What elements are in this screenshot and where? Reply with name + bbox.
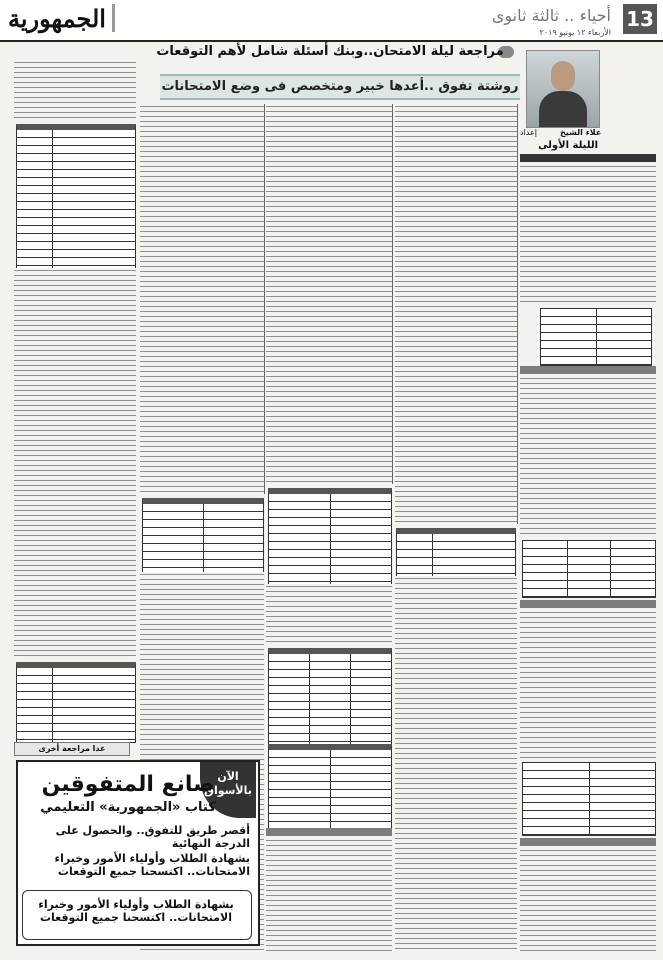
chevron-icon bbox=[112, 4, 129, 32]
ad-badge: الآن بالأسواق bbox=[200, 762, 256, 818]
article-headline: مراجعة ليلة الامتحان..وبنك أسئلة شامل لأهم التوقعات bbox=[156, 44, 504, 59]
author-photo bbox=[526, 50, 600, 128]
ad-bullet-1: أقصر طريق للتفوق.. والحصول على الدرجة النهائية bbox=[55, 824, 250, 850]
table-4 bbox=[396, 528, 516, 579]
issue-date: الأربعاء ١٢ يونيو ٢٠١٩ bbox=[539, 28, 611, 37]
newspaper-logo: الجمهورية bbox=[8, 4, 106, 33]
text-column-12 bbox=[14, 60, 136, 120]
column-band-2 bbox=[520, 600, 656, 608]
byline-name: علاء الشيخ bbox=[560, 128, 602, 137]
ad-boxed-text: بشهادة الطلاب وأولياء الأمور وخبراء الامتحانات.. اكتسحنا جميع التوقعات bbox=[38, 898, 234, 924]
table-6 bbox=[268, 648, 392, 747]
table-7 bbox=[268, 744, 392, 831]
column-band bbox=[520, 366, 656, 374]
table-1 bbox=[540, 308, 652, 366]
table-3 bbox=[522, 762, 656, 836]
section-title: أحياء .. ثالثة ثانوى bbox=[491, 6, 611, 25]
text-column-3 bbox=[520, 610, 656, 760]
text-column-8 bbox=[266, 584, 392, 644]
text-column-5 bbox=[395, 104, 518, 524]
text-column-1 bbox=[520, 164, 656, 304]
text-column-10 bbox=[140, 104, 265, 494]
article-subheadline: روشتة تفوق ..أعدها خبير ومتخصص فى وضع الامتحانات bbox=[160, 74, 520, 100]
column-bar bbox=[520, 154, 656, 162]
ad-subtitle: كتاب «الجمهورية» التعليمي bbox=[40, 800, 216, 815]
page-number: 13 bbox=[623, 4, 657, 34]
table-8 bbox=[142, 498, 264, 575]
author-head bbox=[551, 61, 575, 91]
column-band-4 bbox=[266, 828, 392, 836]
more-tomorrow-label: غدا مراجعة أخرى bbox=[14, 742, 130, 756]
column-band-3 bbox=[520, 838, 656, 846]
text-column-6 bbox=[395, 576, 517, 952]
ad-bullet-2: بشهادة الطلاب وأولياء الأمور وخبراء الامتحانات.. اكتسحنا جميع التوقعات bbox=[54, 852, 250, 878]
text-column-9 bbox=[266, 838, 392, 952]
text-column-13 bbox=[14, 268, 136, 658]
night-label: الليلة الأولى bbox=[538, 140, 598, 151]
table-5 bbox=[268, 488, 392, 587]
byline-prefix: إعداد bbox=[520, 128, 537, 137]
text-column-2 bbox=[520, 376, 656, 536]
text-column-4 bbox=[520, 848, 656, 952]
table-2 bbox=[522, 540, 656, 598]
author-body bbox=[539, 91, 587, 128]
table-9 bbox=[16, 124, 136, 271]
text-column-7 bbox=[266, 104, 393, 484]
table-10 bbox=[16, 662, 136, 743]
ad-title: صانع المتفوقين bbox=[41, 772, 215, 797]
